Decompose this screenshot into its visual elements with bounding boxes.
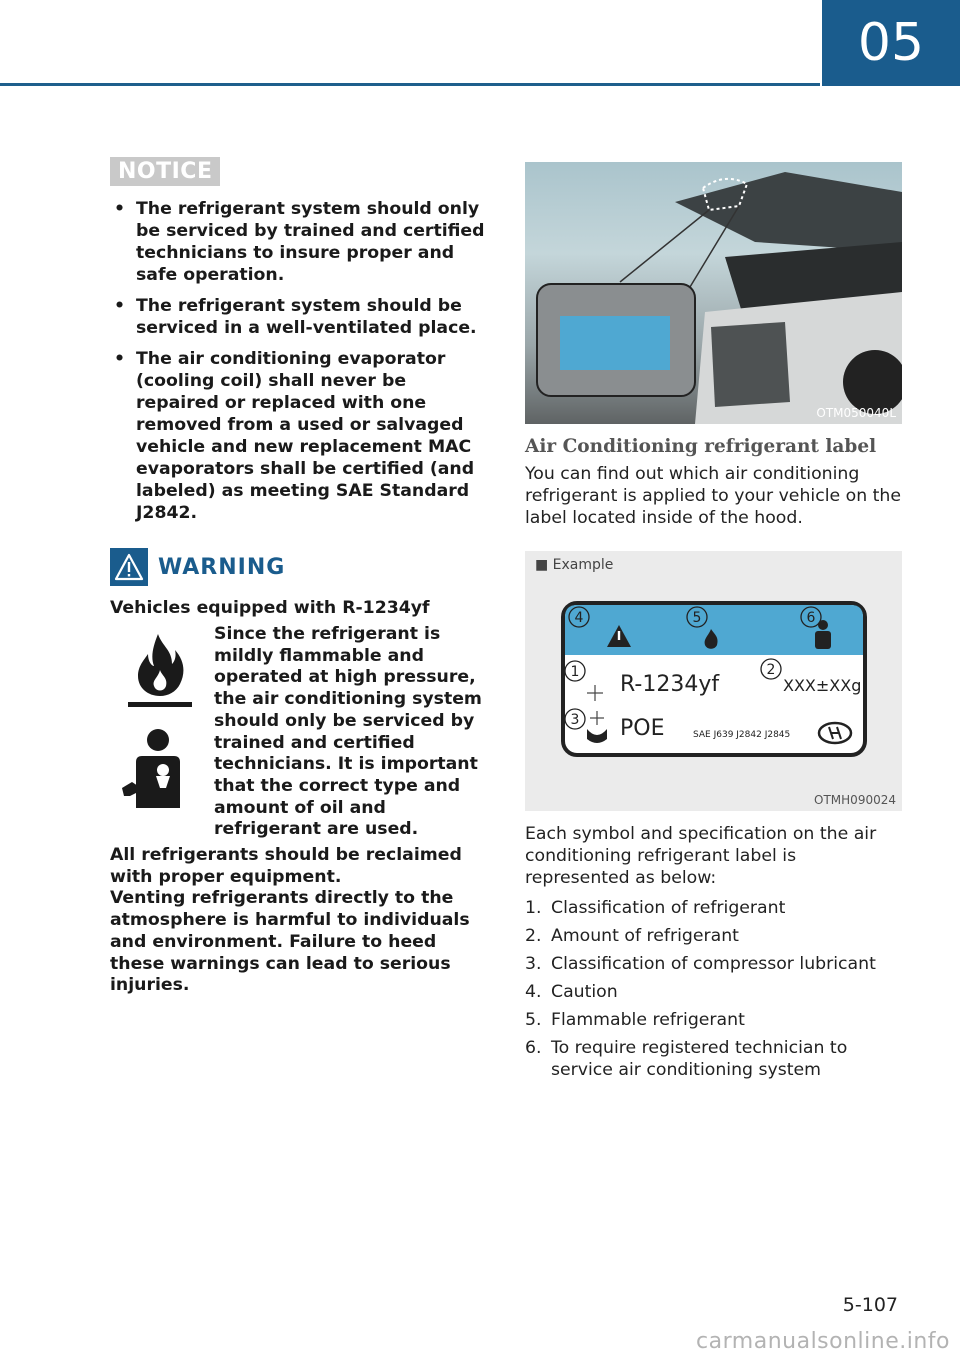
warning-body [110,624,490,841]
list-item: 5. Flammable refrigerant [525,1010,745,1030]
list-item: 6. To require registered technician to service air conditioning system [525,1038,848,1080]
list-item: 4. Caution [525,982,618,1002]
hood-photo [525,162,902,424]
warning-para-2: Venting refrigerants directly to the atmosphere is harmful to individuals and environment. Failure to heed these warnings can lead to serious injuries. [110,888,470,996]
symbols-list [525,897,902,1081]
marker-6: 6 [806,610,816,626]
list-item: 2. Amount of refrigerant [525,926,739,946]
notice-item: • The refrigerant system should only be serviced by trained and certified technicians to insure proper and safe operation. [110,198,490,286]
symbols-intro: Each symbol and specification on the air conditioning refrigerant label is represented as below: [525,824,877,888]
marker-5: 5 [692,610,702,626]
list-item: 1. Classification of refrigerant [525,898,786,918]
list-item: 3. Classification of compressor lubricant [525,954,876,974]
example-caption: ■ Example [535,557,614,573]
left-column [110,157,490,997]
warning-para-1: All refrigerants should be reclaimed with proper equipment. [110,845,462,887]
refrigerant-type: R-1234yf [620,672,720,697]
notice-item: • The air conditioning evaporator (cooling coil) shall never be repaired or replaced with one removed from a used or salvaged vehicle and new replacement MAC evaporators shall be certified (and labeled) as meeting SAE Standard J2842. [110,348,490,524]
marker-4: 4 [574,610,584,626]
warning-subtitle: Vehicles equipped with R-1234yf [110,598,430,618]
watermark[interactable]: carmanualsonline.info [696,1329,950,1354]
marker-2: 2 [766,662,776,678]
warning-title: WARNING [158,554,286,580]
right-column [525,162,902,1087]
example-code: OTMH090024 [814,793,896,807]
marker-3: 3 [570,712,580,728]
warning-header [110,548,490,586]
refrigerant-amount: XXX±XXg [783,676,862,695]
technician-icon [120,726,196,814]
lubricant-type: POE [620,716,665,741]
section-title: Air Conditioning refrigerant label [525,436,877,457]
section-body: You can find out which air conditioning refrigerant is applied to your vehicle on the label located inside of the hood. [525,464,902,528]
warning-triangle-icon [110,548,148,586]
photo-code: OTM050040L [816,406,896,420]
notice-badge: NOTICE [110,157,220,186]
notice-item: • The refrigerant system should be serviced in a well-ventilated place. [110,295,490,339]
example-label-figure [525,551,902,811]
marker-1: 1 [570,664,580,680]
header-rule [0,83,820,86]
chapter-tab: 05 [822,0,960,86]
notice-list [110,198,490,524]
warning-icon-text: Since the refrigerant is mildly flammable and operated at high pressure, the air conditioning system should only be serviced by trained and certified technicians. It is important that the correct type and amount of oil and refrigerant are used. [214,624,482,840]
page-number: 5-107 [842,1294,898,1316]
flame-icon [128,630,192,714]
sae-standards: SAE J639 J2842 J2845 [693,730,791,740]
warning-icons [110,624,214,841]
